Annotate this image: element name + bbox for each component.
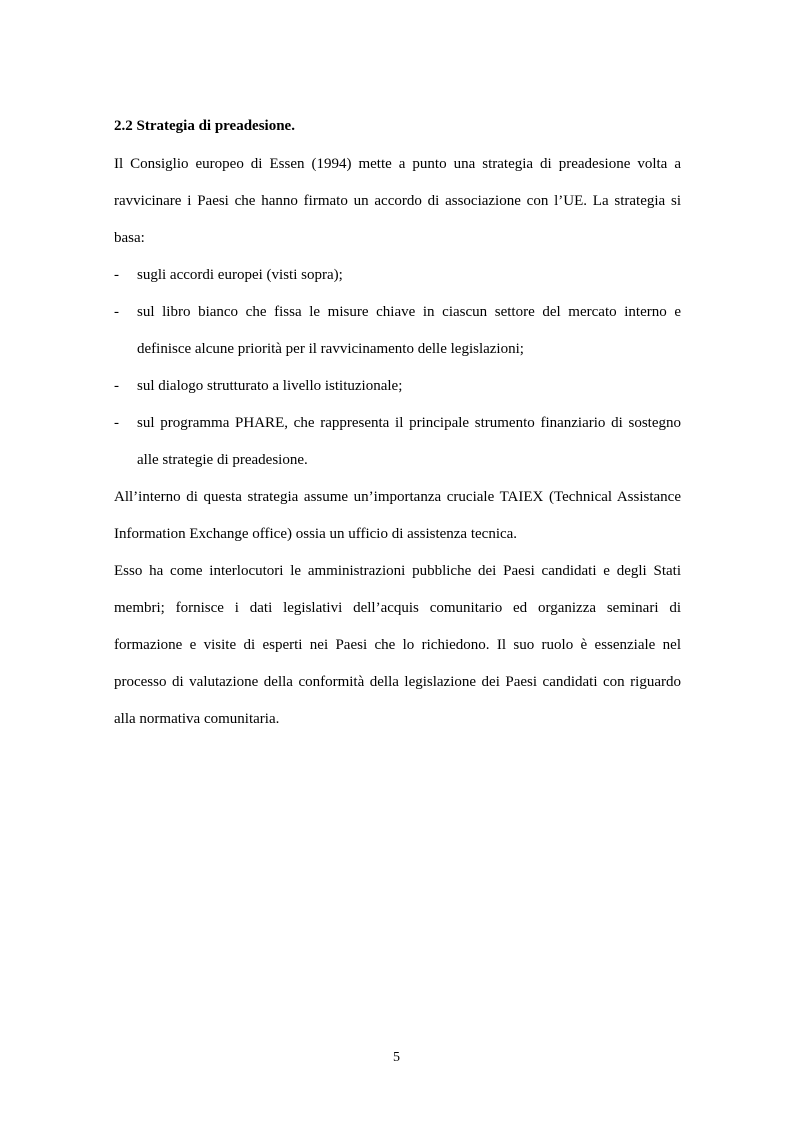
page-number: 5 — [393, 1050, 400, 1065]
list-item-text: sul dialogo strutturato a livello istituzionale; — [137, 378, 403, 394]
strategy-list — [114, 257, 681, 479]
list-bullet: - — [114, 415, 119, 431]
section-heading: 2.2 Strategia di preadesione. — [114, 118, 295, 134]
list-bullet: - — [114, 304, 119, 320]
esso-paragraph: Esso ha come interlocutori le amministrazioni pubbliche dei Paesi candidati e degli Stati membri; fornisce i dati legislativi dell’acquis comunitario ed organizza seminari di formazione e visite di esperti nei Paesi che lo richiedono. Il suo ruolo è essenziale nel processo di valutazione della conformità della legislazione dei Paesi candidati con riguardo alla normativa comunitaria. — [114, 563, 681, 727]
intro-paragraph: Il Consiglio europeo di Essen (1994) mette a punto una strategia di preadesione volta a ravvicinare i Paesi che hanno firmato un accordo di associazione con l’UE. La strategia si basa: — [114, 156, 681, 246]
list-item-text: sul libro bianco che fissa le misure chiave in ciascun settore del mercato interno e definisce alcune priorità per il ravvicinamento delle legislazioni; — [137, 304, 681, 357]
list-item-text: sul programma PHARE, che rappresenta il principale strumento finanziario di sostegno alle strategie di preadesione. — [137, 415, 681, 468]
list-item — [114, 294, 681, 368]
list-item-text: sugli accordi europei (visti sopra); — [137, 267, 343, 283]
list-item — [114, 368, 681, 405]
page-content — [114, 113, 681, 738]
list-item — [114, 405, 681, 479]
taiex-paragraph: All’interno di questa strategia assume un’importanza cruciale TAIEX (Technical Assistance Information Exchange office) ossia un ufficio di assistenza tecnica. — [114, 489, 681, 542]
list-bullet: - — [114, 267, 119, 283]
list-bullet: - — [114, 378, 119, 394]
list-item — [114, 257, 681, 294]
